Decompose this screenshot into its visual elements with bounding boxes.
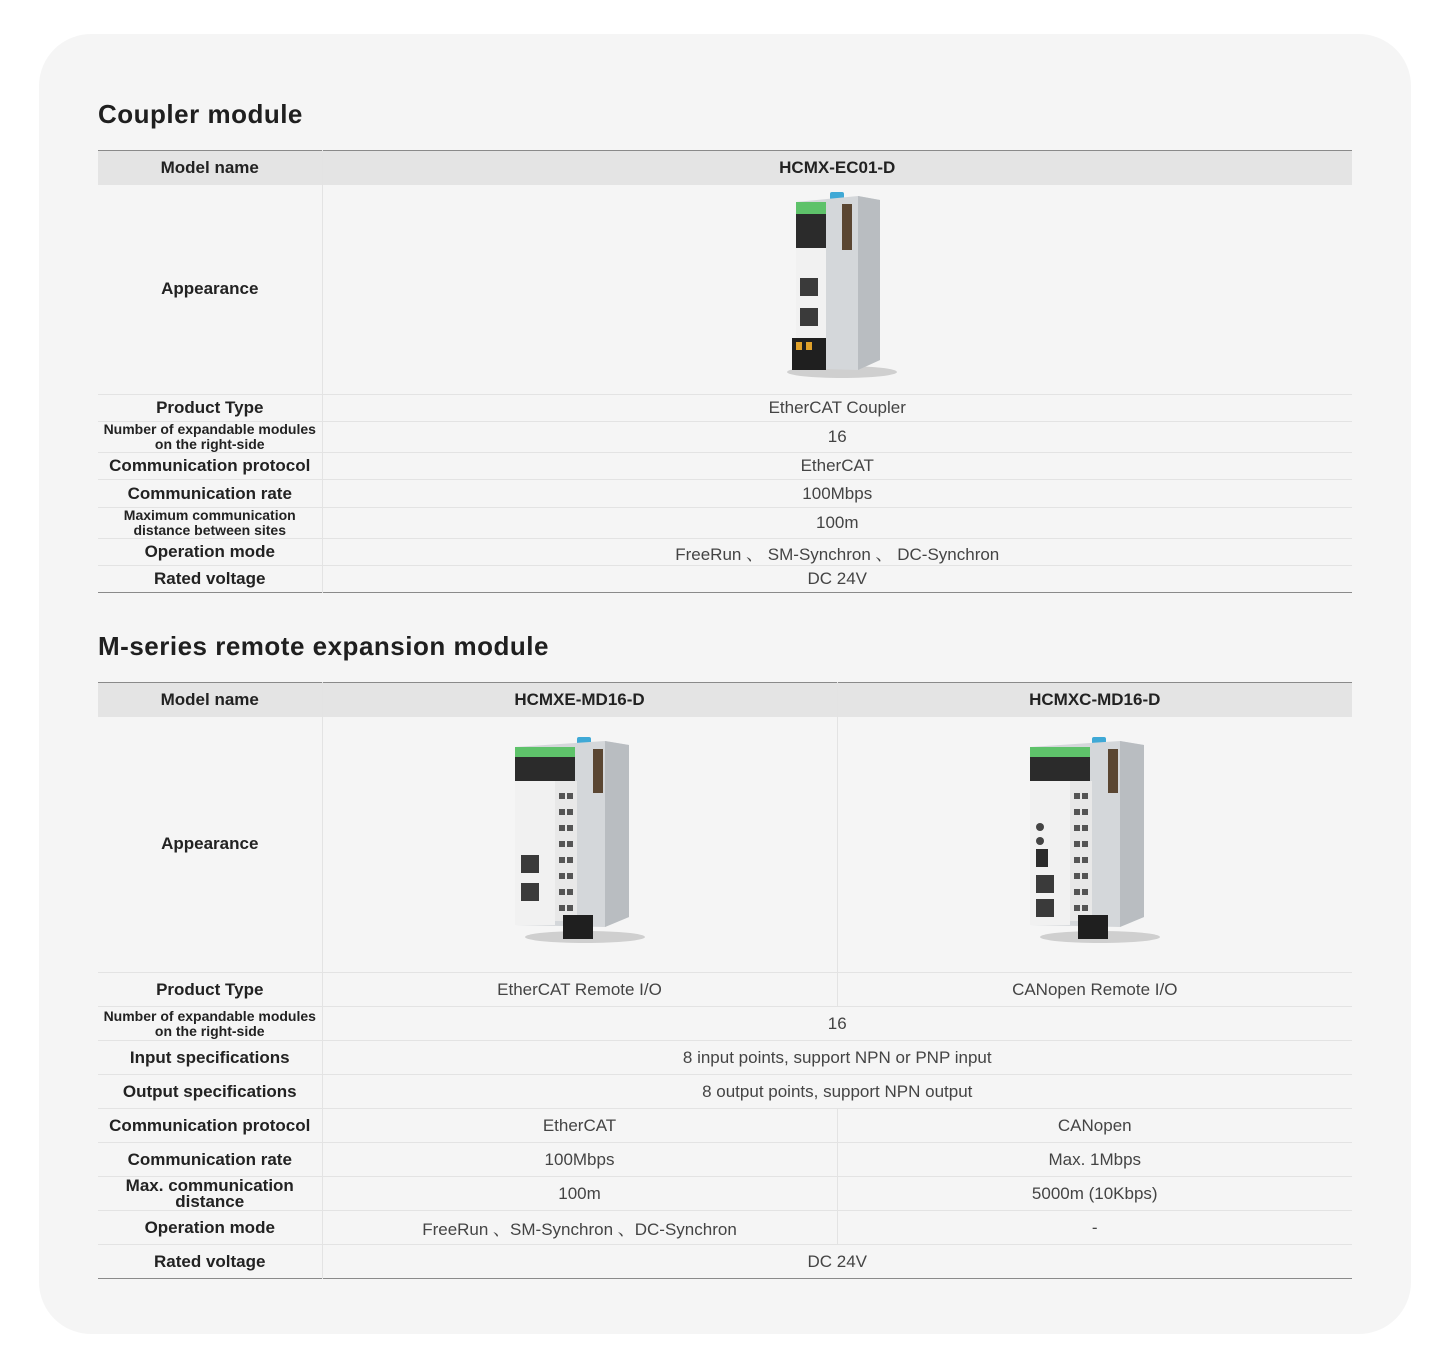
- appearance-label: Appearance: [98, 717, 322, 973]
- product-type-label: Product Type: [98, 395, 322, 422]
- product-type-a-value: EtherCAT Remote I/O: [322, 973, 837, 1007]
- output-spec-label: Output specifications: [98, 1075, 322, 1109]
- rated-voltage-label: Rated voltage: [98, 1245, 322, 1279]
- product-type-label: Product Type: [98, 973, 322, 1007]
- rate-b-value: Max. 1Mbps: [837, 1143, 1352, 1177]
- input-spec-value: 8 input points, support NPN or PNP input: [322, 1041, 1352, 1075]
- remote-row-expandable: [98, 1007, 1352, 1041]
- model-a-device-image: [505, 737, 655, 947]
- rated-voltage-label: Rated voltage: [98, 566, 322, 593]
- operation-mode-label: Operation mode: [98, 539, 322, 566]
- communication-rate-label: Communication rate: [98, 480, 322, 508]
- distance-a-value: 100m: [322, 1177, 837, 1211]
- operation-mode-b-value: -: [837, 1211, 1352, 1245]
- communication-protocol-label: Communication protocol: [98, 1109, 322, 1143]
- remote-row-distance: [98, 1177, 1352, 1211]
- coupler-device-image: [772, 192, 902, 382]
- operation-mode-a-value: FreeRun 、SM-Synchron 、DC-Synchron: [322, 1211, 837, 1245]
- model-b-device-image: [1020, 737, 1170, 947]
- expandable-modules-value: 16: [322, 1007, 1352, 1041]
- input-spec-label: Input specifications: [98, 1041, 322, 1075]
- operation-mode-label: Operation mode: [98, 1211, 322, 1245]
- coupler-spec-table: [98, 150, 1352, 593]
- appearance-label: Appearance: [98, 185, 322, 395]
- remote-section-title: M-series remote expansion module: [98, 631, 549, 661]
- product-type-value: EtherCAT Coupler: [322, 395, 1352, 422]
- remote-row-voltage: [98, 1245, 1352, 1279]
- coupler-row-rate: [98, 480, 1352, 508]
- operation-mode-value: FreeRun 、 SM-Synchron 、 DC-Synchron: [322, 539, 1352, 566]
- distance-b-value: 5000m (10Kbps): [837, 1177, 1352, 1211]
- coupler-row-protocol: [98, 453, 1352, 480]
- coupler-appearance-row: [98, 185, 1352, 395]
- output-spec-value: 8 output points, support NPN output: [322, 1075, 1352, 1109]
- rated-voltage-value: DC 24V: [807, 1251, 868, 1271]
- model-a-appearance-cell: [322, 717, 837, 973]
- coupler-row-expandable: [98, 422, 1352, 453]
- communication-protocol-value: EtherCAT: [322, 453, 1352, 480]
- coupler-row-voltage: [98, 566, 1352, 593]
- remote-row-input-spec: [98, 1041, 1352, 1075]
- rated-voltage-value: DC 24V: [807, 569, 868, 588]
- remote-spec-table: [98, 682, 1352, 1279]
- product-type-b-value: CANopen Remote I/O: [837, 973, 1352, 1007]
- coupler-header-row: [98, 151, 1352, 185]
- model-name-label: Model name: [98, 683, 322, 717]
- expandable-modules-value: 16: [322, 422, 1352, 453]
- max-distance-value: 100m: [322, 508, 1352, 539]
- remote-row-operation-mode: [98, 1211, 1352, 1245]
- expandable-modules-label: Number of expandable modules on the right-side: [98, 422, 322, 453]
- communication-rate-label: Communication rate: [98, 1143, 322, 1177]
- coupler-section-title: Coupler module: [98, 99, 303, 129]
- protocol-b-value: CANopen: [837, 1109, 1352, 1143]
- rate-a-value: 100Mbps: [322, 1143, 837, 1177]
- remote-row-rate: [98, 1143, 1352, 1177]
- communication-protocol-label: Communication protocol: [98, 453, 322, 480]
- model-a-name: HCMXE-MD16-D: [322, 683, 837, 717]
- max-distance-label: Maximum communication distance between sites: [98, 508, 322, 539]
- max-distance-label: Max. communication distance: [98, 1177, 322, 1211]
- model-b-name: HCMXC-MD16-D: [837, 683, 1352, 717]
- model-b-appearance-cell: [837, 717, 1352, 973]
- remote-row-output-spec: [98, 1075, 1352, 1109]
- model-name-label: Model name: [98, 151, 322, 185]
- communication-rate-value: 100Mbps: [322, 480, 1352, 508]
- expandable-modules-label: Number of expandable modules on the right-side: [98, 1007, 322, 1041]
- remote-header-row: [98, 683, 1352, 717]
- remote-row-product-type: [98, 973, 1352, 1007]
- protocol-a-value: EtherCAT: [322, 1109, 837, 1143]
- coupler-model-name: HCMX-EC01-D: [322, 151, 1352, 185]
- coupler-row-product-type: [98, 395, 1352, 422]
- coupler-row-operation-mode: [98, 539, 1352, 566]
- coupler-row-distance: [98, 508, 1352, 539]
- remote-row-protocol: [98, 1109, 1352, 1143]
- remote-appearance-row: [98, 717, 1352, 973]
- coupler-appearance-cell: [322, 185, 1352, 395]
